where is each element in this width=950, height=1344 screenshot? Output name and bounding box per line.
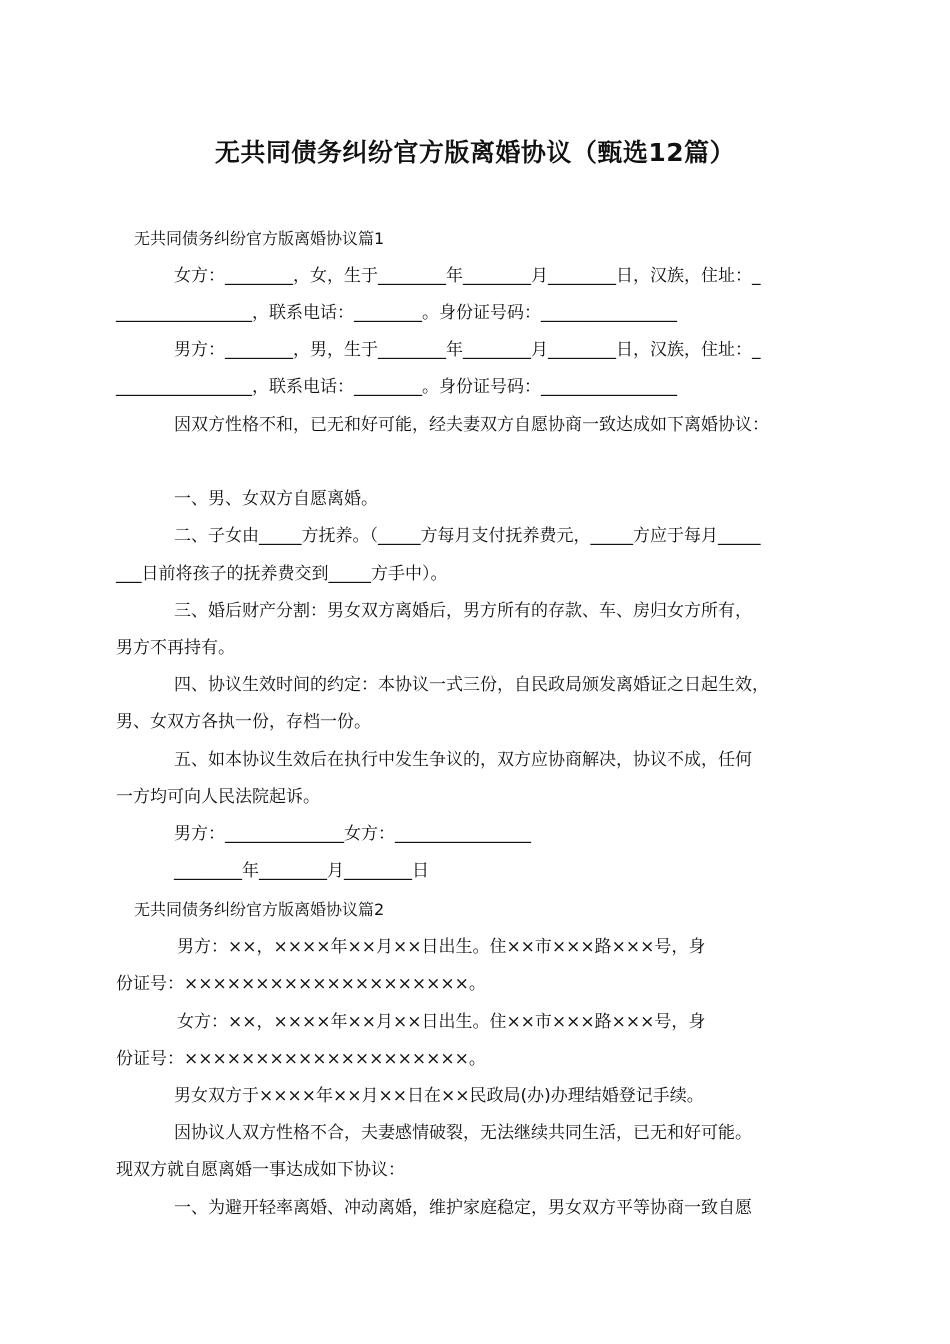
paragraph-line: 女方：________，女，生于________年________月________日，汉族，住址：_: [174, 266, 761, 286]
paragraph-line: 一方均可向人民法院起诉。: [116, 787, 320, 807]
section-heading: 无共同债务纠纷官方版离婚协议篇1: [134, 229, 385, 248]
section-heading: 无共同债务纠纷官方版离婚协议篇2: [134, 900, 385, 919]
paragraph-line: 男方：________，男，生于________年________月________日，汉族，住址：_: [174, 340, 761, 360]
paragraph-line: 女方：××，××××年××月××日出生。住××市×××路×××号，身: [177, 1012, 706, 1032]
paragraph-line: 男、女双方各执一份，存档一份。: [116, 712, 371, 732]
paragraph-line: 二、子女由_____方抚养。（_____方每月支付抚养费元，_____方应于每月_____: [174, 526, 761, 546]
date-line: ________年________月________日: [174, 861, 429, 881]
paragraph-line: 男方：××，××××年××月××日出生。住××市×××路×××号，身: [177, 937, 706, 957]
paragraph-line: 五、如本协议生效后在执行中发生争议的，双方应协商解决，协议不成，任何: [174, 750, 752, 770]
paragraph-line: 四、协议生效时间的约定：本协议一式三份，自民政局颁发离婚证之日起生效，: [174, 675, 769, 695]
paragraph-line: 份证号：××××××××××××××××××××。: [116, 1049, 486, 1069]
paragraph-line: 男方不再持有。: [116, 638, 235, 658]
document-title: 无共同债务纠纷官方版离婚协议（甄选12篇）: [214, 138, 736, 167]
paragraph-line: ___日前将孩子的抚养费交到_____方手中）。: [116, 564, 448, 584]
paragraph-line: 因双方性格不和，已无和好可能，经夫妻双方自愿协商一致达成如下离婚协议：: [174, 415, 769, 435]
paragraph-line: 一、男、女双方自愿离婚。: [174, 489, 378, 509]
paragraph-line: 一、为避开轻率离婚、冲动离婚，维护家庭稳定，男女双方平等协商一致自愿: [174, 1198, 752, 1218]
paragraph-line: 因协议人双方性格不合，夫妻感情破裂，无法继续共同生活，已无和好可能。: [174, 1123, 752, 1143]
signature-line: 男方：______________女方：________________: [174, 824, 531, 844]
paragraph-line: 男女双方于××××年××月××日在××民政局(办)办理结婚登记手续。: [174, 1086, 704, 1106]
paragraph-line: 份证号：××××××××××××××××××××。: [116, 974, 486, 994]
paragraph-line: ________________，联系电话：________。身份证号码：________________: [116, 303, 677, 323]
paragraph-line: ________________，联系电话：________。身份证号码：________________: [116, 377, 677, 397]
paragraph-line: 现双方就自愿离婚一事达成如下协议：: [116, 1160, 405, 1180]
paragraph-line: 三、婚后财产分割：男女双方离婚后，男方所有的存款、车、房归女方所有，: [174, 601, 752, 621]
